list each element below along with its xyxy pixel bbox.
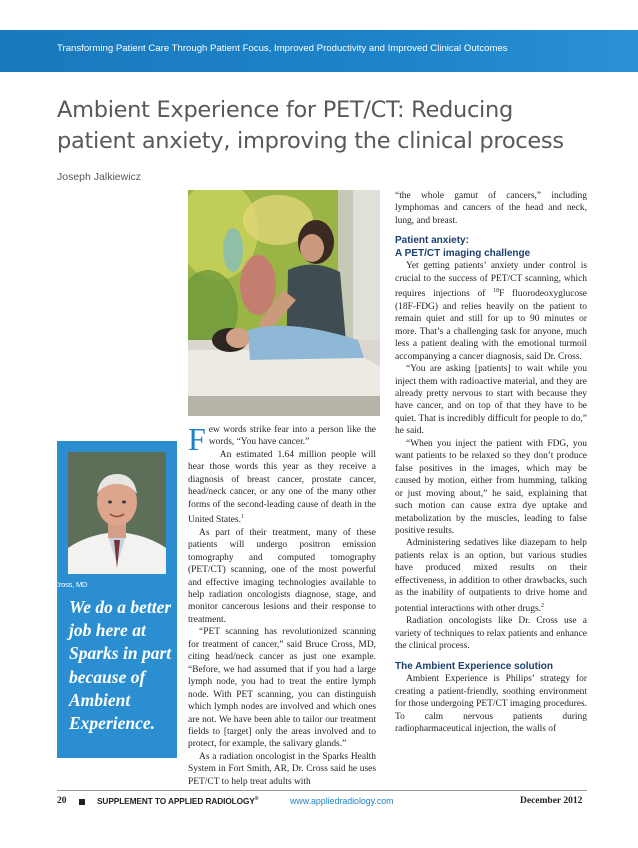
body-paragraph xyxy=(395,537,587,615)
body-paragraph: “When you inject the patient with FDG, you want patients to be relaxed so they don’t produce false positives in the images, which may be caused by motion, either from humming, talking or just moving about,” he said, explaining that such motion can cause extra dye uptake and metabolization by the muscles, leading to false positive results. xyxy=(395,438,587,537)
header-banner xyxy=(0,30,638,72)
portrait-illustration xyxy=(68,452,166,574)
portrait-caption: Bruce A. Cross, MD xyxy=(25,580,88,589)
square-bullet-icon xyxy=(79,799,85,805)
portrait-photo xyxy=(68,452,166,574)
footnote-ref: 1 xyxy=(240,514,244,521)
body-paragraph xyxy=(395,260,587,363)
body-text: Administering sedatives like diazepam to help patients relax is an option, but various studies have produced mixed results on their effectiveness, in addition to other drawbacks, such as the inability of outpatients to drive home and potential interactions with other drugs. xyxy=(395,538,587,614)
publication-text: SUPPLEMENT TO APPLIED RADIOLOGY xyxy=(97,796,255,806)
banner-text: Transforming Patient Care Through Patient Focus, Improved Productivity and Improved Clinical Outcomes xyxy=(57,43,508,54)
body-paragraph: “You are asking [patients] to wait while you inject them with radioactive material, and they are already pretty nervous to start with because they have cancer, and on top of that they have to be quiet. That is incredibly difficult for people to do,” he said. xyxy=(395,364,587,437)
footnote-ref: 2 xyxy=(541,602,544,609)
issue-date: December 2012 xyxy=(520,796,583,806)
drop-cap: F xyxy=(188,421,206,457)
intro-text: ew words strike fear into a person like the words, “You have cancer.” xyxy=(208,425,376,448)
body-paragraph: “PET scanning has revolutionized scanning for treatment of cancer,” said Bruce Cross, MD, citing head/neck cancer as just one example. “Before, we had assumed that if you had a large lymph node, you had to treat the entire lymph node. With PET scanning, you can distinguish which lymph nodes are involved and which ones are not. We have been able to tailor our treatment fields to [target] only the areas involved and to protect, for example, the salivary glands.” xyxy=(188,627,376,750)
body-text: An estimated 1.64 million people will hear those words this year as they receive a diagnosis of breast cancer, prostate cancer, head/neck cancer, or any one of the many other forms of the second-leading cause of death in the United States. xyxy=(188,449,376,526)
website-link[interactable]: www.appliedradiology.com xyxy=(290,796,394,806)
article-title: Ambient Experience for PET/CT: Reducing patient anxiety, improving the clinical process xyxy=(57,97,564,154)
body-text: Yet getting patients’ anxiety under control is crucial to the success of PET/CT scanning, which requires injections of xyxy=(395,261,587,300)
intro-paragraph xyxy=(188,421,376,457)
hero-illustration xyxy=(188,190,380,416)
subheading-line: Patient anxiety: xyxy=(395,235,469,247)
body-paragraph: Ambient Experience is Philips’ strategy for creating a patient-friendly, soothing environment for those undergoing PET/CT imaging procedures. To calm nervous patients during radiopharmaceutical injection, the walls of xyxy=(395,674,587,734)
publication-name xyxy=(97,796,258,806)
subheading-ambient-experience: The Ambient Experience solution xyxy=(395,660,553,672)
body-paragraph: “the whole gamut of cancers,” including lymphomas and cancers of the head and neck, lung, and breast. xyxy=(395,191,587,226)
middle-column xyxy=(188,421,376,788)
isotope-superscript: 18 xyxy=(493,288,500,295)
right-column xyxy=(395,190,587,735)
body-paragraph: As part of their treatment, many of these patients will undergo positron emission tomography and computed tomography (PET/CT) scanning, one of the most powerful and effective imaging technologies available to help radiation oncologists diagnose, stage, and monitor cancerous lesions and their response to treatment. xyxy=(188,527,376,625)
registered-mark: ® xyxy=(254,796,259,803)
subheading-patient-anxiety xyxy=(395,235,587,260)
body-text: F fluorodeoxyglucose (18F-FDG) and relies heavily on the patient to remain quiet and still for up to 90 minutes or more. That’s a challenging task for anyone, much less a patient dealing with the emotional turmoil accompanying a cancer diagnosis, said Dr. Cross. xyxy=(395,289,587,362)
body-paragraph: As a radiation oncologist in the Sparks Health System in Fort Smith, AR, Dr. Cross said he uses PET/CT to help treat adults with xyxy=(188,751,376,787)
author-byline: Joseph Jalkiewicz xyxy=(57,171,142,183)
subheading-line: A PET/CT imaging challenge xyxy=(395,247,531,259)
page-footer xyxy=(0,796,638,810)
page-number: 20 xyxy=(57,796,67,806)
footer-divider xyxy=(57,790,587,791)
hero-photo xyxy=(188,190,380,416)
body-paragraph: Radiation oncologists like Dr. Cross use a variety of techniques to relax patients and enhance the clinical process. xyxy=(395,616,587,652)
body-paragraph xyxy=(188,449,376,527)
pull-quote: We do a better job here at Sparks in part because of Ambient Experience. xyxy=(69,597,172,734)
